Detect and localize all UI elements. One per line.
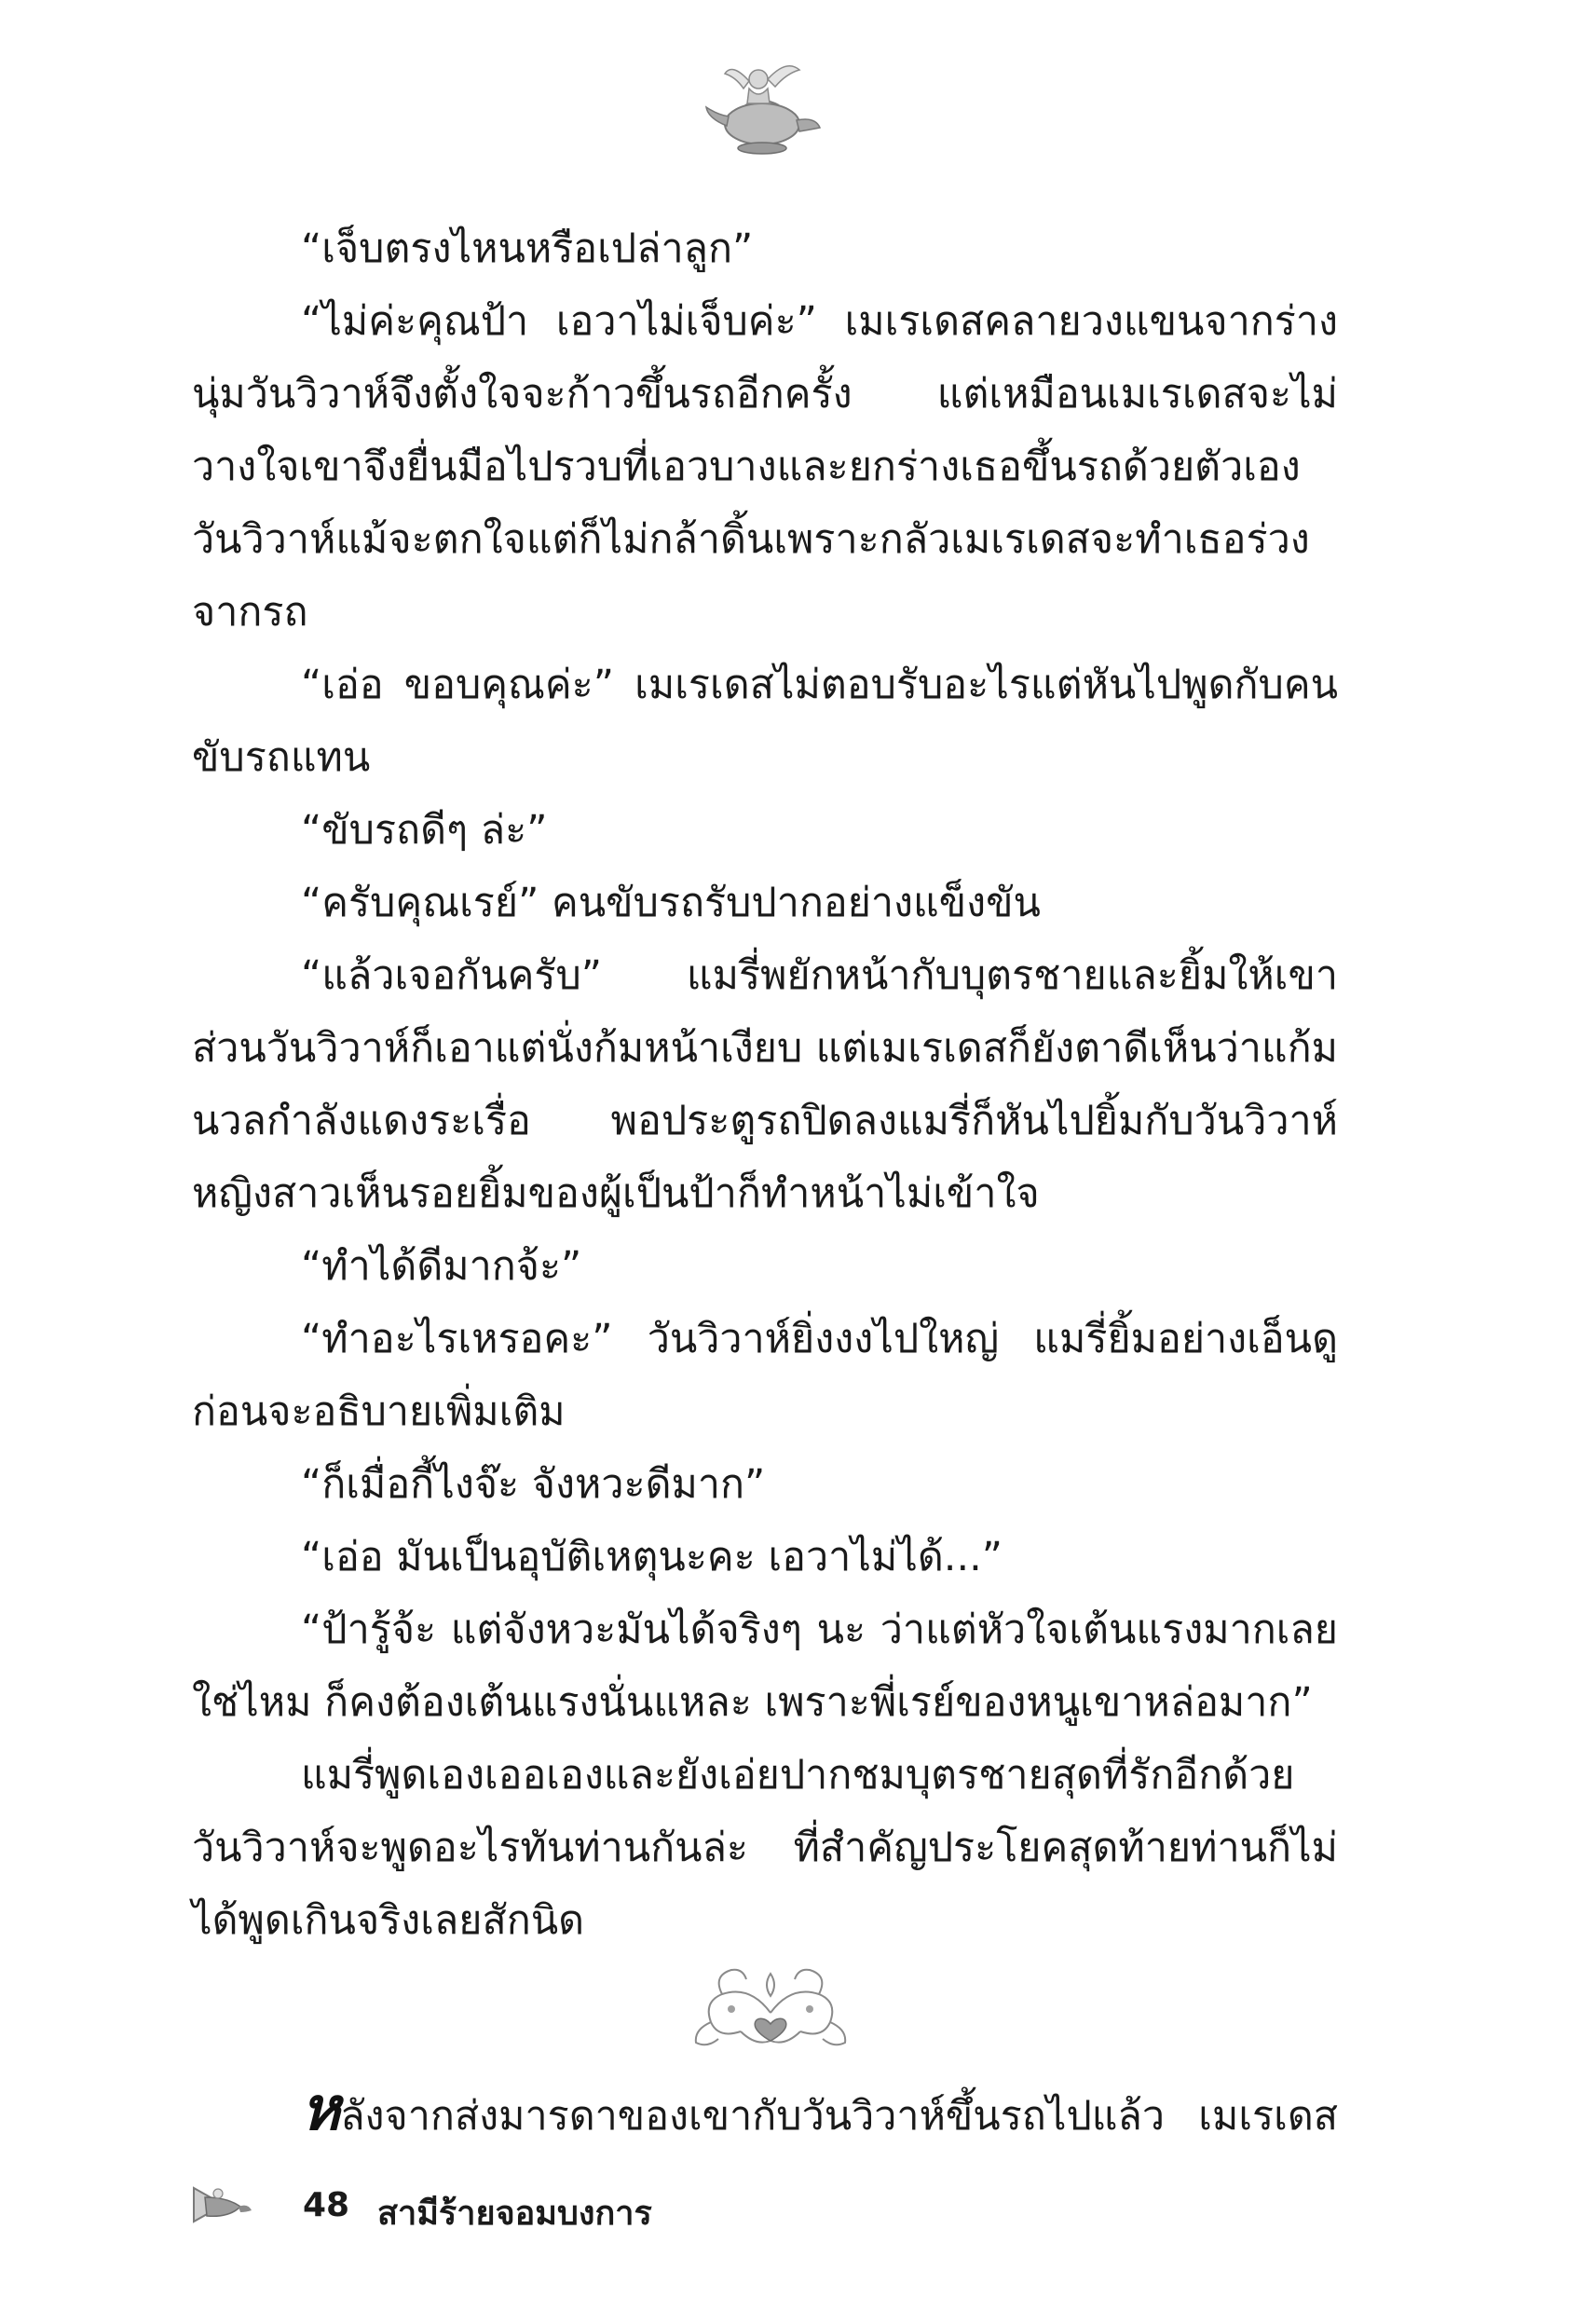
paragraph: แมรี่พูดเองเออเองและยังเอ่ยปากชมบุตรชายสุดที่รักอีกด้วยวันวิวาห์จะพูดอะไรทันท่านกันล่ะ ที่สำคัญประโยคสุดท้ายท่านก็ไม่ได้พูดเกินจริงเลยสักนิด [192,1752,1338,1944]
section-opening-paragraph [192,2073,1338,2153]
book-title: สามีร้ายจอมบงการ [377,2195,652,2233]
drop-cap: ห [301,2075,341,2144]
paragraph: “ก็เมื่อกี้ไงจ๊ะ จังหวะดีมาก” [301,1461,766,1508]
paragraph: “ขับรถดีๆ ล่ะ” [301,807,548,854]
paragraph: “เอ่อ มันเป็นอุบัติเหตุนะคะ เอวาไม่ได้...” [301,1534,1003,1580]
lamp-corner-icon [186,2169,256,2239]
page-number: 48 [303,2186,350,2224]
paragraph: “ทำอะไรเหรอคะ” วันวิวาห์ยิ่งงงไปใหญ่ แมรี่ยิ้มอย่างเอ็นดูก่อนจะอธิบายเพิ่มเติม [192,1316,1338,1435]
paragraph: “ครับคุณเรย์” คนขับรถรับปากอย่างแข็งขัน [301,880,1041,926]
paragraph: “เจ็บตรงไหนหรือเปล่าลูก” [301,226,754,272]
paragraph: “แล้วเจอกันครับ” แมรี่พยักหน้ากับบุตรชายและยิ้มให้เขา ส่วนวันวิวาห์ก็เอาแต่นั่งก้มหน้าเงียบ แต่เมเรเดสก็ยังตาดีเห็นว่าแก้มนวลกำลังแดงระเรื่อ พอประตูรถปิดลงแมรี่ก็หันไปยิ้มกับวันวิวาห์ หญิงสาวเห็นรอยยิ้มของผู้เป็นป้าก็ทำหน้าไม่เข้าใจ [192,952,1338,1217]
body-text [192,212,1338,1957]
paragraph: “ไม่ค่ะคุณป้า เอวาไม่เจ็บค่ะ” เมเรเดสคลายวงแขนจากร่างนุ่มวันวิวาห์จึงตั้งใจจะก้าวขึ้นรถอีกครั้ง แต่เหมือนเมเรเดสจะไม่วางใจเขาจึงยื่นมือไปรวบที่เอวบางและยกร่างเธอขึ้นรถด้วยตัวเอง วันวิวาห์แม้จะตกใจแต่ก็ไม่กล้าดิ้นเพราะกลัวเมเรเดสจะทำเธอร่วงจากรถ [192,298,1338,636]
paragraph-text: ลังจากส่งมารดาของเขากับวันวิวาห์ขึ้นรถไปแล้ว เมเรเดส [340,2093,1338,2140]
paragraph: “ป้ารู้จ้ะ แต่จังหวะมันได้จริงๆ นะ ว่าแต่หัวใจเต้นแรงมากเลยใช่ไหม ก็คงต้องเต้นแรงนั่นแหละ เพราะพี่เรย์ของหนูเขาหล่อมาก” [192,1607,1338,1726]
page-footer [186,2169,745,2244]
cupid-genie-lamp-icon [689,51,829,163]
paragraph: “เอ่อ ขอบคุณค่ะ” เมเรเดสไม่ตอบรับอะไรแต่หันไปพูดกับคนขับรถแทน [192,662,1338,781]
floral-heart-ornament-icon [685,1957,857,2055]
paragraph: “ทำได้ดีมากจ้ะ” [301,1243,582,1290]
